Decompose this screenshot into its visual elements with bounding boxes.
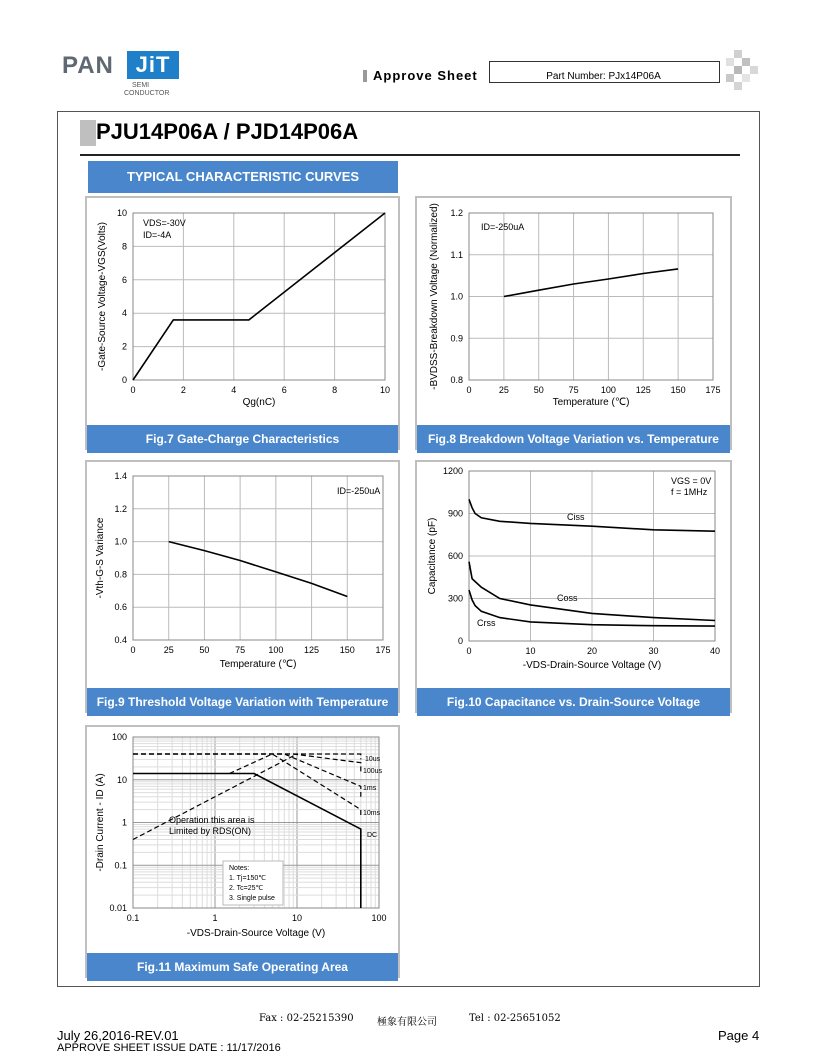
y-axis-label: Capacitance (pF) (427, 517, 438, 595)
series-line-10ms (229, 754, 360, 818)
y-tick-label: 100 (111, 732, 127, 742)
series-line-fig-9-threshold-voltage-variation-with-temperature (169, 542, 348, 597)
y-tick-label: 1.0 (114, 536, 127, 547)
x-tick-label: 10 (291, 913, 303, 923)
footer-date: July 26,2016-REV.01 (57, 1028, 179, 1043)
x-tick-label: 50 (533, 385, 544, 395)
x-tick-label: 30 (648, 646, 659, 656)
x-tick-label: 2 (180, 385, 186, 395)
x-tick-label: 20 (586, 646, 598, 656)
logo-conductor: CONDUCTOR (124, 90, 170, 97)
title-rule (80, 154, 740, 156)
y-axis-label: -Vth-G-S Variance (95, 517, 106, 599)
footer-issue-date: APPROVE SHEET ISSUE DATE : 11/17/2016 (57, 1042, 281, 1054)
x-tick-label: 4 (231, 385, 237, 395)
y-tick-label: 10 (116, 208, 127, 218)
y-tick-label: 1.2 (114, 503, 127, 514)
x-tick-label: 1 (212, 913, 218, 923)
notes-line: 3. Single pulse (229, 895, 275, 902)
y-tick-label: 2 (121, 341, 127, 352)
x-tick-label: 0 (130, 385, 136, 395)
y-tick-label: 0.1 (114, 860, 127, 871)
x-tick-label: 10 (379, 385, 391, 395)
fig7-caption: Fig.7 Gate-Charge Characteristics (87, 425, 398, 453)
x-tick-label: 0.1 (126, 913, 140, 923)
y-tick-label: 1200 (442, 466, 463, 476)
x-tick-label: 25 (498, 385, 509, 395)
x-tick-label: 6 (281, 385, 287, 395)
x-tick-label: 50 (199, 645, 210, 655)
x-tick-label: 75 (235, 645, 246, 655)
chart-annotation: f = 1MHz (671, 487, 708, 497)
x-tick-label: 150 (670, 385, 686, 395)
approve-sheet-label: Approve Sheet (373, 68, 478, 83)
x-tick-label: 100 (600, 385, 616, 395)
y-tick-label: 0.6 (114, 602, 127, 613)
fig10-chart (417, 462, 730, 683)
series-label: Ciss (567, 512, 585, 522)
y-tick-label: 600 (447, 551, 463, 561)
chart-annotation: ID=-250uA (337, 486, 381, 496)
y-tick-label: 1.4 (114, 471, 127, 481)
x-tick-label: 0 (130, 645, 136, 655)
series-label: 10us (365, 756, 381, 763)
fig7-panel (85, 196, 400, 450)
fig9-caption: Fig.9 Threshold Voltage Variation with Temperature (87, 688, 398, 716)
title-marker (80, 120, 96, 146)
fig11-caption: Fig.11 Maximum Safe Operating Area (87, 953, 398, 981)
y-tick-label: 0.01 (109, 903, 127, 913)
page-title: PJU14P06A / PJD14P06A (96, 119, 359, 144)
fig8-caption: Fig.8 Breakdown Voltage Variation vs. Temperature (417, 425, 730, 453)
y-tick-label: 300 (447, 593, 463, 604)
y-tick-label: 0.4 (114, 635, 127, 645)
y-tick-label: 0 (457, 636, 463, 646)
logo-pan: PAN (62, 52, 114, 79)
logo-semi: SEMI (132, 82, 150, 89)
section-header: TYPICAL CHARACTERISTIC CURVES (88, 161, 398, 193)
notes-line: 1. Tj=150℃ (229, 875, 267, 882)
y-tick-label: 4 (121, 308, 127, 319)
x-axis-label: -VDS-Drain-Source Voltage (V) (186, 928, 326, 939)
y-tick-label: 1.0 (450, 291, 463, 302)
y-axis-label: -BVDSS-Breakdown Voltage (Normalized) (429, 203, 440, 390)
chart-annotation: VDS=-30V (143, 218, 186, 228)
series-label: 1ms (363, 785, 377, 792)
series-label: 100us (363, 768, 383, 775)
notes-line: Notes: (229, 865, 250, 872)
fig11-panel (85, 725, 400, 978)
fig8-panel (415, 196, 732, 450)
x-tick-label: 25 (163, 645, 174, 655)
x-tick-label: 175 (705, 385, 721, 395)
x-tick-label: 150 (339, 645, 355, 655)
notes-line: 2. Tc=25℃ (229, 885, 264, 892)
approve-bar (363, 70, 367, 82)
x-tick-label: 125 (304, 645, 320, 655)
y-axis-label: -Drain Current - ID (A) (95, 773, 106, 872)
x-tick-label: 175 (375, 645, 391, 655)
y-tick-label: 8 (121, 241, 127, 252)
y-tick-label: 6 (121, 274, 127, 285)
footer-page: Page 4 (718, 1028, 760, 1043)
plot-frame (133, 476, 383, 640)
fig10-panel (415, 460, 732, 713)
footer-company: 極象有限公司 (377, 1017, 437, 1028)
y-axis-label: -Gate-Source Voltage-VGS(Volts) (97, 222, 108, 371)
x-axis-label: Qg(nC) (242, 397, 276, 408)
y-tick-label: 1.1 (450, 249, 463, 260)
fig9-chart (87, 462, 398, 683)
y-tick-label: 1 (121, 817, 127, 828)
series-line-100us (133, 754, 361, 772)
y-tick-label: 900 (447, 508, 463, 519)
x-axis-label: Temperature (℃) (552, 397, 630, 408)
x-tick-label: 8 (332, 385, 338, 395)
y-tick-label: 0.9 (450, 333, 463, 344)
fig7-chart (87, 198, 398, 420)
series-line-1ms (133, 754, 361, 797)
part-number: Part Number: PJx14P06A (546, 71, 661, 82)
chart-annotation: Operation this area is (169, 815, 255, 825)
x-axis-label: Temperature (℃) (219, 659, 297, 670)
x-tick-label: 100 (371, 913, 387, 923)
chart-annotation: ID=-4A (143, 230, 172, 240)
chart-annotation: ID=-250uA (481, 222, 525, 232)
chart-annotation: VGS = 0V (671, 476, 712, 486)
checker-decoration (722, 50, 758, 90)
x-tick-label: 0 (466, 646, 472, 656)
x-tick-label: 40 (709, 646, 721, 656)
series-label: Coss (557, 593, 578, 603)
logo-jit: JiT (127, 51, 179, 79)
x-tick-label: 10 (525, 646, 536, 656)
y-tick-label: 0.8 (450, 375, 463, 385)
y-tick-label: 0 (121, 375, 127, 385)
series-label: 10ms (363, 810, 381, 817)
footer-fax: Fax : 02-25215390 (259, 1013, 354, 1024)
footer-tel: Tel : 02-25651052 (469, 1013, 561, 1024)
fig11-chart (87, 727, 398, 948)
series-label: Crss (477, 618, 496, 628)
x-tick-label: 100 (268, 645, 284, 655)
fig9-panel (85, 460, 400, 713)
x-tick-label: 75 (568, 385, 579, 395)
x-tick-label: 125 (635, 385, 651, 395)
y-tick-label: 10 (116, 774, 127, 785)
y-tick-label: 1.2 (450, 208, 463, 218)
fig8-chart (417, 198, 730, 420)
x-axis-label: -VDS-Drain-Source Voltage (V) (522, 660, 662, 671)
fig10-caption: Fig.10 Capacitance vs. Drain-Source Voltage (417, 688, 730, 716)
series-label: DC (367, 832, 378, 839)
x-tick-label: 0 (466, 385, 472, 395)
series-line-fig-8-breakdown-voltage-variation-vs-temperature (504, 269, 678, 297)
chart-annotation: Limited by RDS(ON) (169, 826, 252, 836)
y-tick-label: 0.8 (114, 569, 127, 580)
